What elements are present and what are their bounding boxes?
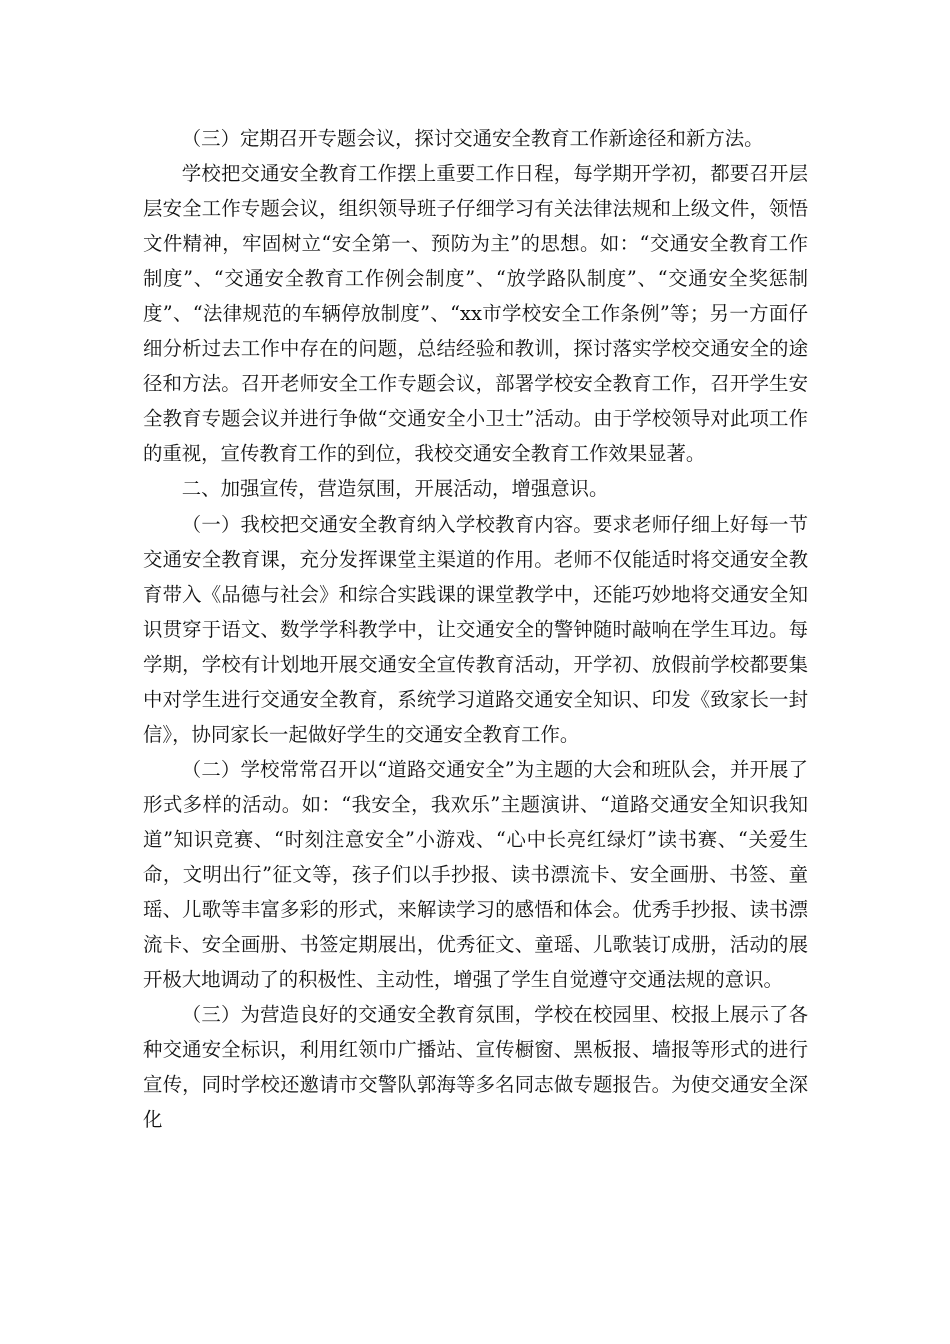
paragraph-meetings-body: 学校把交通安全教育工作摆上重要工作日程，每学期开学初，都要召开层层安全工作专题会议，组织领导班子仔细学习有关法律法规和上级文件，领悟文件精神，牢固树立“安全第一、预防为主”的思想。如：“交通安全教育工作制度”、“交通安全教育工作例会制度”、“放学路队制度”、“交通安全奖惩制度”、“法律规范的车辆停放制度”、“xx市学校安全工作条例”等；另一方面仔细分析过去工作中存在的问题，总结经验和教训，探讨落实学校交通安全的途径和方法。召开老师安全工作专题会议，部署学校安全教育工作，召开学生安全教育专题会议并进行争做“交通安全小卫士”活动。由于学校领导对此项工作的重视，宣传教育工作的到位，我校交通安全教育工作效果显著。 (143, 162, 808, 466)
section-heading-publicity: 二、加强宣传，营造氛围，开展活动，增强意识。 (181, 477, 609, 501)
paragraph-atmosphere: （三）为营造良好的交通安全教育氛围，学校在校园里、校报上展示了各种交通安全标识，利用红领巾广播站、宣传橱窗、黑板报、墙报等形式的进行宣传，同时学校还邀请市交警队郭海等多名同志做专题报告。为使交通安全深化 (143, 1003, 808, 1132)
paragraph-activities: （二）学校常常召开以“道路交通安全”为主题的大会和班队会，并开展了形式多样的活动。如：“我安全，我欢乐”主题演讲、“道路交通安全知识我知道”知识竞赛、“时刻注意安全”小游戏、“心中长亮红绿灯”读书赛、“关爱生命，文明出行”征文等，孩子们以手抄报、读书漂流卡、安全画册、书签、童瑶、儿歌等丰富多彩的形式，来解读学习的感悟和体会。优秀手抄报、读书漂流卡、安全画册、书签定期展出，优秀征文、童瑶、儿歌装订成册，活动的展开极大地调动了的积极性、主动性，增强了学生自觉遵守交通法规的意识。 (143, 757, 808, 992)
paragraph-curriculum: （一）我校把交通安全教育纳入学校教育内容。要求老师仔细上好每一节交通安全教育课，充分发挥课堂主渠道的作用。老师不仅能适时将交通安全教育带入《品德与社会》和综合实践课的课堂教学中，还能巧妙地将交通安全知识贯穿于语文、数学学科教学中，让交通安全的警钟随时敲响在学生耳边。每学期，学校有计划地开展交通安全宣传教育活动，开学初、放假前学校都要集中对学生进行交通安全教育，系统学习道路交通安全知识、印发《致家长一封信》，协同家长一起做好学生的交通安全教育工作。 (143, 512, 808, 746)
section-subheading-meetings: （三）定期召开专题会议，探讨交通安全教育工作新途径和新方法。 (181, 127, 764, 150)
document-body (143, 121, 808, 1137)
